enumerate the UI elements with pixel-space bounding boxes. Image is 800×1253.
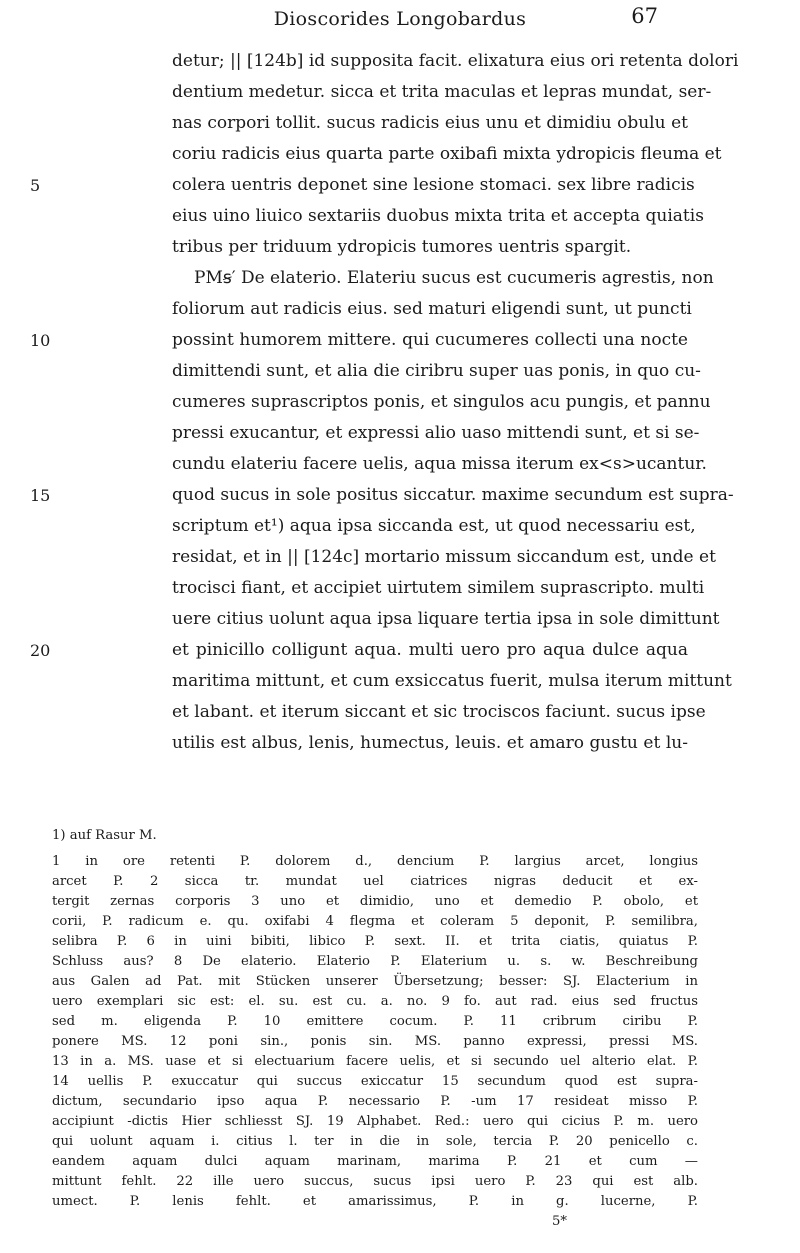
footnote-line: tergit zernas corporis 3 uno et dimidio, uno et demedio P. obolo, et [52, 894, 698, 909]
text-line: cundu elateriu facere uelis, aqua missa iterum ex<s>ucantur. [172, 454, 707, 474]
text-line: residat, et in || [124c] mortario missum siccandum est, unde et [172, 547, 716, 567]
text-line: 10 possint humorem mittere. qui cucumeres collecti una nocte [172, 325, 688, 356]
footnote-line: dictum, secundario ipso aqua P. necessario P. -um 17 resideat misso P. [52, 1094, 698, 1109]
footnote-line: 1 in ore retenti P. dolorem d., dencium P. largius arcet, longius [52, 854, 698, 869]
text-line: tribus per triduum ydropicis tumores uentris spargit. [172, 237, 632, 257]
footnote-line: uero exemplari sic est: el. su. est cu. a. no. 9 fo. aut rad. eius sed fructus [52, 994, 698, 1009]
text-line: foliorum aut radicis eius. sed maturi eligendi sunt, ut puncti [172, 299, 692, 319]
text-line: dentium medetur. sicca et trita maculas et lepras mundat, ser- [172, 82, 712, 102]
text-line: utilis est albus, lenis, humectus, leuis. et amaro gustu et lu- [172, 733, 688, 753]
footnote-line: corii, P. radicum e. qu. oxifabi 4 flegma et coleram 5 deponit, P. semilibra, [52, 914, 698, 929]
footnote-line: Schluss aus? 8 De elaterio. Elaterio P. Elaterium u. s. w. Beschreibung [52, 954, 698, 969]
text-line: PMꞩ′ De elaterio. Elateriu sucus est cucumeris agrestis, non [194, 268, 714, 288]
footnote-line: selibra P. 6 in uini bibiti, libico P. sext. II. et trita ciatis, quiatus P. [52, 934, 698, 949]
footnote-line: accipiunt -dictis Hier schliesst SJ. 19 Alphabet. Red.: uero qui cicius P. m. uero [52, 1114, 698, 1129]
footnote-line: aus Galen ad Pat. mit Stücken unserer Übersetzung; besser: SJ. Elacterium in [52, 974, 698, 989]
text-line: cumeres suprascriptos ponis, et singulos acu pungis, et pannu [172, 392, 711, 412]
page-number: 67 [631, 4, 658, 28]
line-number: 20 [30, 641, 51, 660]
text-line: 5 colera uentris deponet sine lesione stomaci. sex libre radicis [172, 170, 688, 201]
text-line: nas corpori tollit. sucus radicis eius unu et dimidiu obulu et [172, 113, 688, 133]
text-line: coriu radicis eius quarta parte oxibafi mixta ydropicis fleuma et [172, 144, 722, 164]
running-header: Dioscorides Longobardus [273, 8, 527, 30]
footnote-line: eandem aquam dulci aquam marinam, marima P. 21 et cum — [52, 1154, 698, 1169]
text-line: maritima mittunt, et cum exsiccatus fuerit, mulsa iterum mittunt [172, 671, 732, 691]
footnote-line: sed m. eligenda P. 10 emittere cocum. P. 11 cribrum ciribu P. [52, 1014, 698, 1029]
text-line: eius uino liuico sextariis duobus mixta trita et accepta quiatis [172, 206, 704, 226]
text-line: dimittendi sunt, et alia die ciribru super uas ponis, in quo cu- [172, 361, 701, 381]
footnote-line: mittunt fehlt. 22 ille uero succus, sucus ipsi uero P. 23 qui est alb. [52, 1174, 698, 1189]
line-number: 15 [30, 486, 51, 505]
footnote-line: qui uolunt aquam i. citius l. ter in die in sole, tercia P. 20 penicello c. [52, 1134, 698, 1149]
footnote-line: 14 uellis P. exuccatur qui succus exiccatur 15 secundum quod est supra- [52, 1074, 698, 1089]
text-line: 20 et pinicillo colligunt aqua. multi uero pro aqua dulce aqua [172, 635, 688, 666]
line-number: 5 [30, 176, 41, 195]
footnote-line: umect. P. lenis fehlt. et amarissimus, P. in g. lucerne, P. [52, 1194, 698, 1209]
signature-mark: 5* [552, 1214, 567, 1229]
text-line: 15 quod sucus in sole positus siccatur. maxime secundum est supra- [172, 480, 688, 511]
footnote-line: 13 in a. MS. uase et si electuarium facere uelis, et si secundo uel alterio elat. P. [52, 1054, 698, 1069]
text-line: et labant. et iterum siccant et sic trociscos faciunt. sucus ipse [172, 702, 706, 722]
text-line: scriptum et¹) aqua ipsa siccanda est, ut quod necessariu est, [172, 516, 696, 536]
footnote-line: 1) auf Rasur M. [52, 828, 157, 843]
footnote-line: arcet P. 2 sicca tr. mundat uel ciatrices nigras deducit et ex- [52, 874, 698, 889]
text-line: trocisci fiant, et accipiet uirtutem similem suprascripto. multi [172, 578, 705, 598]
line-number: 10 [30, 331, 51, 350]
main-text [30, 46, 739, 759]
text-line: uere citius uolunt aqua ipsa liquare tertia ipsa in sole dimittunt [172, 609, 720, 629]
text-line: pressi exucantur, et expressi alio uaso mittendi sunt, et si se- [172, 423, 700, 443]
footnote-line: ponere MS. 12 poni sin., ponis sin. MS. panno expressi, pressi MS. [52, 1034, 698, 1049]
text-line: detur; || [124b] id supposita facit. elixatura eius ori retenta dolori [172, 51, 739, 71]
footnotes [52, 826, 698, 1232]
